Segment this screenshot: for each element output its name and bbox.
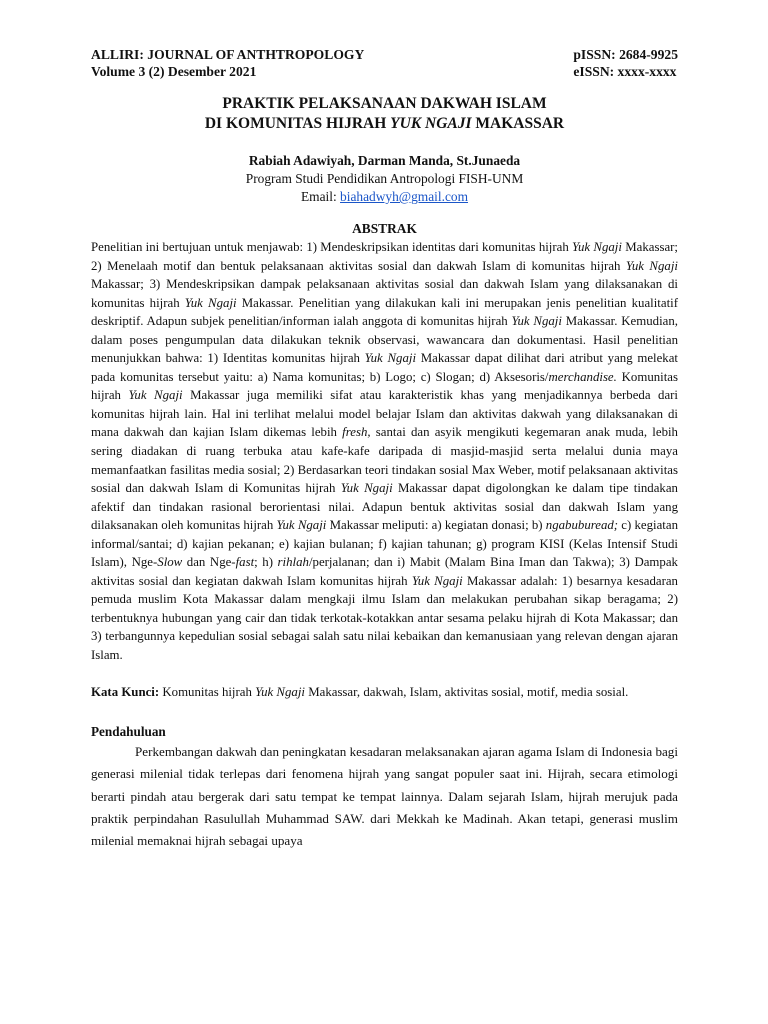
- abstract-text-run: Yuk Ngaji: [340, 481, 393, 496]
- keywords-text-run: Makassar, dakwah, Islam, aktivitas sosial, motif, media sosial.: [304, 684, 629, 699]
- title-line-2: [91, 114, 678, 134]
- abstract-text-run: /perjalanan; dan i) Mabit (Malam Bina Iman dan Takwa); 3) Dampak aktivitas sosial dan kegiatan dakwah Islam komunitas hijrah: [91, 555, 678, 588]
- abstract-text-run: Yuk Ngaji: [572, 240, 622, 254]
- journal-info: [91, 46, 364, 80]
- keywords-label: Kata Kunci:: [91, 684, 160, 699]
- abstract-text-run: Yuk Ngaji: [184, 295, 237, 310]
- title-line-2-pre: DI KOMUNITAS HIJRAH: [204, 115, 391, 132]
- section-heading: Pendahuluan: [91, 724, 166, 740]
- abstract-text-run: santai dan asyik mengikuti kegemaran anak muda, lebih sering diadakan di ruang terbuka atau kafe-kafe daripada di masjid-masjid serta melalui dunia maya memanfaatkan fasilitas media sosial; 2) Berdasarkan teori tindakan sosial Max Weber, motif pelaksanaan aktivitas sosial dan dakwah Islam di Komunitas hijrah: [91, 425, 678, 496]
- title-line-2-post: MAKASSAR: [471, 115, 565, 132]
- abstract-text-run: Yuk Ngaji: [128, 388, 183, 403]
- journal-name: ALLIRI: JOURNAL OF ANTHTROPOLOGY: [91, 47, 365, 62]
- paper-title: [91, 94, 678, 134]
- abstract-text-run: ; h): [254, 555, 278, 570]
- abstract-text-run: Yuk Ngaji: [411, 573, 463, 588]
- abstract-text-run: Makassar. Kemudian, dalam poses pengumpulan data dilakukan teknik observasi, wawancara dan dokumentasi. Hasil penelitian menunjukkan bahwa: 1) Identitas komunitas hijrah: [91, 314, 678, 366]
- abstract-text-run: c) kegiatan informal/santai; d) kajian pekanan; e) kajian bulanan; f) kajian tahunan; g) program KISI (Kelas Intensif Studi Islam), Nge-: [91, 518, 678, 570]
- abstract-text-run: Makassar. Penelitian yang dilakukan kali ini merupakan jenis penelitian kualitatif deskriptif. Adapun subjek penelitian/informan ialah anggota di komunitas hijrah: [91, 295, 678, 329]
- issn-info: [573, 46, 678, 80]
- abstract-text-run: fast: [235, 555, 255, 570]
- intro-paragraph-run: Perkembangan dakwah dan peningkatan kesadaran melaksanakan ajaran agama Islam di Indonesia bagi generasi milenial tidak terlepas dari fenomena hijrah yang sangat populer saat ini. Hijrah, secara etimologi berarti pindah atau bergerak dari satu tempat ke tempat lainnya. Dalam sejarah Islam, hijrah merujuk pada praktik perpindahan Rasulullah Muhammad SAW. dari Mekkah ke Madinah. Akan tetapi, generasi muslim milenial memaknai hijrah sebagai upaya: [91, 744, 678, 849]
- abstract-text-run: Yuk Ngaji: [364, 351, 417, 366]
- abstract-text-run: Slow: [157, 555, 183, 570]
- pissn: pISSN: 2684-9925: [573, 47, 678, 62]
- abstract-text-run: dan Nge-: [182, 555, 236, 570]
- title-line-1: PRAKTIK PELAKSANAAN DAKWAH ISLAM: [222, 95, 547, 112]
- abstract-text-run: rihlah: [277, 555, 309, 570]
- keywords: [91, 683, 678, 702]
- abstract-heading: ABSTRAK: [352, 221, 417, 236]
- keywords-text-run: Yuk Ngaji: [255, 684, 305, 699]
- abstract-text-run: Yuk Ngaji: [625, 258, 678, 273]
- abstract-text-run: Makassar meliputi: a) kegiatan donasi; b): [326, 518, 546, 533]
- abstract-text: [91, 238, 678, 665]
- abstract-text-run: Makassar juga memiliki sifat atau karakteristik khas yang menjadikannya berbeda dari komunitas hijrah lain. Hal ini terlihat melalui model belajar Islam dan aktivitas dakwah yang dilaksanakan di mana dakwah dan kajian Islam dikemas lebih: [91, 388, 678, 440]
- abstract-text-run: fresh,: [342, 425, 371, 440]
- abstract-text-run: merchandise.: [548, 369, 617, 384]
- email-link[interactable]: biahadwyh@gmail.com: [340, 189, 469, 204]
- journal-header: [91, 46, 678, 80]
- abstract-text-run: Makassar dapat dilihat dari atribut yang melekat pada komunitas tersebut yaitu: a) Nama komunitas; b) Logo; c) Slogan; d) Aksesoris/: [91, 351, 678, 384]
- eissn: eISSN: xxxx-xxxx: [573, 64, 677, 79]
- abstract-text-run: Makassar; 3) Mendeskripsikan dampak pelaksanaan aktivitas sosial dan dakwah Islam yang dilaksanakan di komunitas hijrah: [91, 277, 678, 310]
- abstract-text-run: Yuk Ngaji: [511, 314, 562, 329]
- author-list: Rabiah Adawiyah, Darman Manda, St.Junaeda: [248, 153, 521, 168]
- abstract-text-run: Makassar dapat digolongkan ke dalam tipe tindakan afektif dan tindakan rasional berorientasi nilai. Adapun bentuk aktivitas sosial dan dakwah Islam yang dilaksanakan oleh komunitas hijrah: [91, 481, 678, 533]
- title-line-2-em: YUK NGAJI: [390, 115, 472, 132]
- abstract-text-run: Makassar; 2) Menelaah motif dan bentuk pelaksanaan aktivitas sosial dan dakwah Islam di komunitas hijrah: [91, 240, 679, 273]
- intro-paragraph: [91, 741, 678, 852]
- abstract-text-run: ngabuburead;: [545, 518, 619, 533]
- abstract-text-run: Makassar adalah: 1) besarnya kesadaran pemuda muslim Kota Makassar dalam mengkaji ilmu Islam dan melakukan perubahan sikap beragama; 2) terbentuknya hubungan yang cair dan tidak terkotak-kotakkan antar sesama pelaku hijrah di Kota Makassar; dan 3) terbangunnya kepedulian sosial sebagai salah satu nilai kebaikan dan kemanusiaan yang relevan dengan ajaran Islam.: [91, 573, 678, 663]
- affiliation: Program Studi Pendidikan Antropologi FISH-UNM: [245, 171, 524, 186]
- email-line: [91, 188, 678, 206]
- abstract-text-run: Penelitian ini bertujuan untuk menjawab: 1) Mendeskripsikan identitas dari komunitas hijrah: [91, 240, 573, 254]
- email-label: Email:: [300, 189, 341, 204]
- keywords-text: [159, 685, 628, 699]
- journal-volume: Volume 3 (2) Desember 2021: [91, 64, 257, 79]
- abstract-text-run: Komunitas hijrah: [91, 369, 678, 403]
- keywords-text-run: Komunitas hijrah: [159, 684, 256, 699]
- abstract-text-run: Yuk Ngaji: [276, 518, 327, 533]
